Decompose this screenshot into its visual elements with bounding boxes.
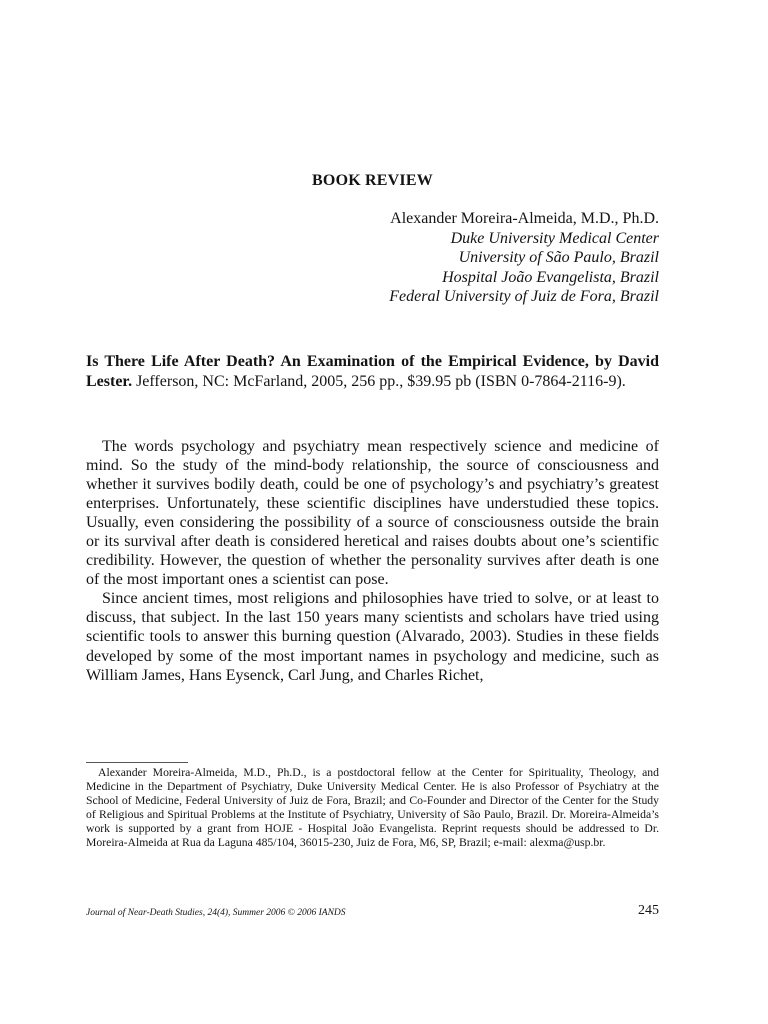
author-block — [389, 209, 659, 307]
body-text — [86, 437, 659, 685]
body-paragraph-2: Since ancient times, most religions and philosophies have tried to solve, or at least to discuss, that subject. In the last 150 years many scientists and scholars have tried using scientific tools to answer this burning question (Alvarado, 2003). Studies in these fields developed by some of the most important names in psychology and medicine, such as William James, Hans Eysenck, Carl Jung, and Charles Richet, — [86, 590, 659, 684]
affiliation-4: Federal University of Juiz de Fora, Brazil — [389, 288, 659, 305]
book-title-author: Is There Life After Death? An Examination of the Empirical Evidence, by David Lester. — [86, 353, 659, 390]
footnote-divider — [86, 762, 188, 763]
affiliation-2: University of São Paulo, Brazil — [458, 249, 659, 266]
body-paragraph-1: The words psychology and psychiatry mean respectively science and medicine of mind. So the study of the mind-body relationship, the source of consciousness and whether it survives bodily death, could be one of psychology’s and psychiatry’s greatest enterprises. Unfortunately, these scientific disciplines have understudied these topics. Usually, even considering the possibility of a source of consciousness outside the brain or its survival after death is considered heretical and raises doubts about one’s scientific credibility. However, the question of whether the personality survives after death is one of the most important ones a scientist can pose. — [86, 438, 659, 589]
affiliation-3: Hospital João Evangelista, Brazil — [442, 268, 659, 286]
book-details: Jefferson, NC: McFarland, 2005, 256 pp., $39.95 pb (ISBN 0-7864-2116-9). — [136, 372, 626, 390]
page-number: 245 — [638, 903, 659, 918]
section-title: BOOK REVIEW — [312, 172, 433, 189]
journal-citation: Journal of Near-Death Studies, 24(4), Summer 2006 © 2006 IANDS — [86, 908, 346, 918]
author-footnote: Alexander Moreira-Almeida, M.D., Ph.D., is a postdoctoral fellow at the Center for Spirituality, Theology, and Medicine in the Department of Psychiatry, Duke University Medical Center. He is also Professor of Psychiatry at the School of Medicine, Federal University of Juiz de Fora, Brazil; and Co-Founder and Director of the Center for the Study of Religious and Spiritual Problems at the Institute of Psychiatry, University of São Paulo, Brazil. Dr. Moreira-Almeida’s work is supported by a grant from HOJE - Hospital João Evangelista. Reprint requests should be addressed to Dr. Moreira-Almeida at Rua da Laguna 485/104, 36015-230, Juiz de Fora, M6, SP, Brazil; e-mail: alexma@usp.br. — [86, 766, 659, 849]
affiliation-1: Duke University Medical Center — [450, 229, 659, 247]
book-citation — [86, 352, 659, 391]
author-name: Alexander Moreira-Almeida, M.D., Ph.D. — [390, 210, 659, 227]
